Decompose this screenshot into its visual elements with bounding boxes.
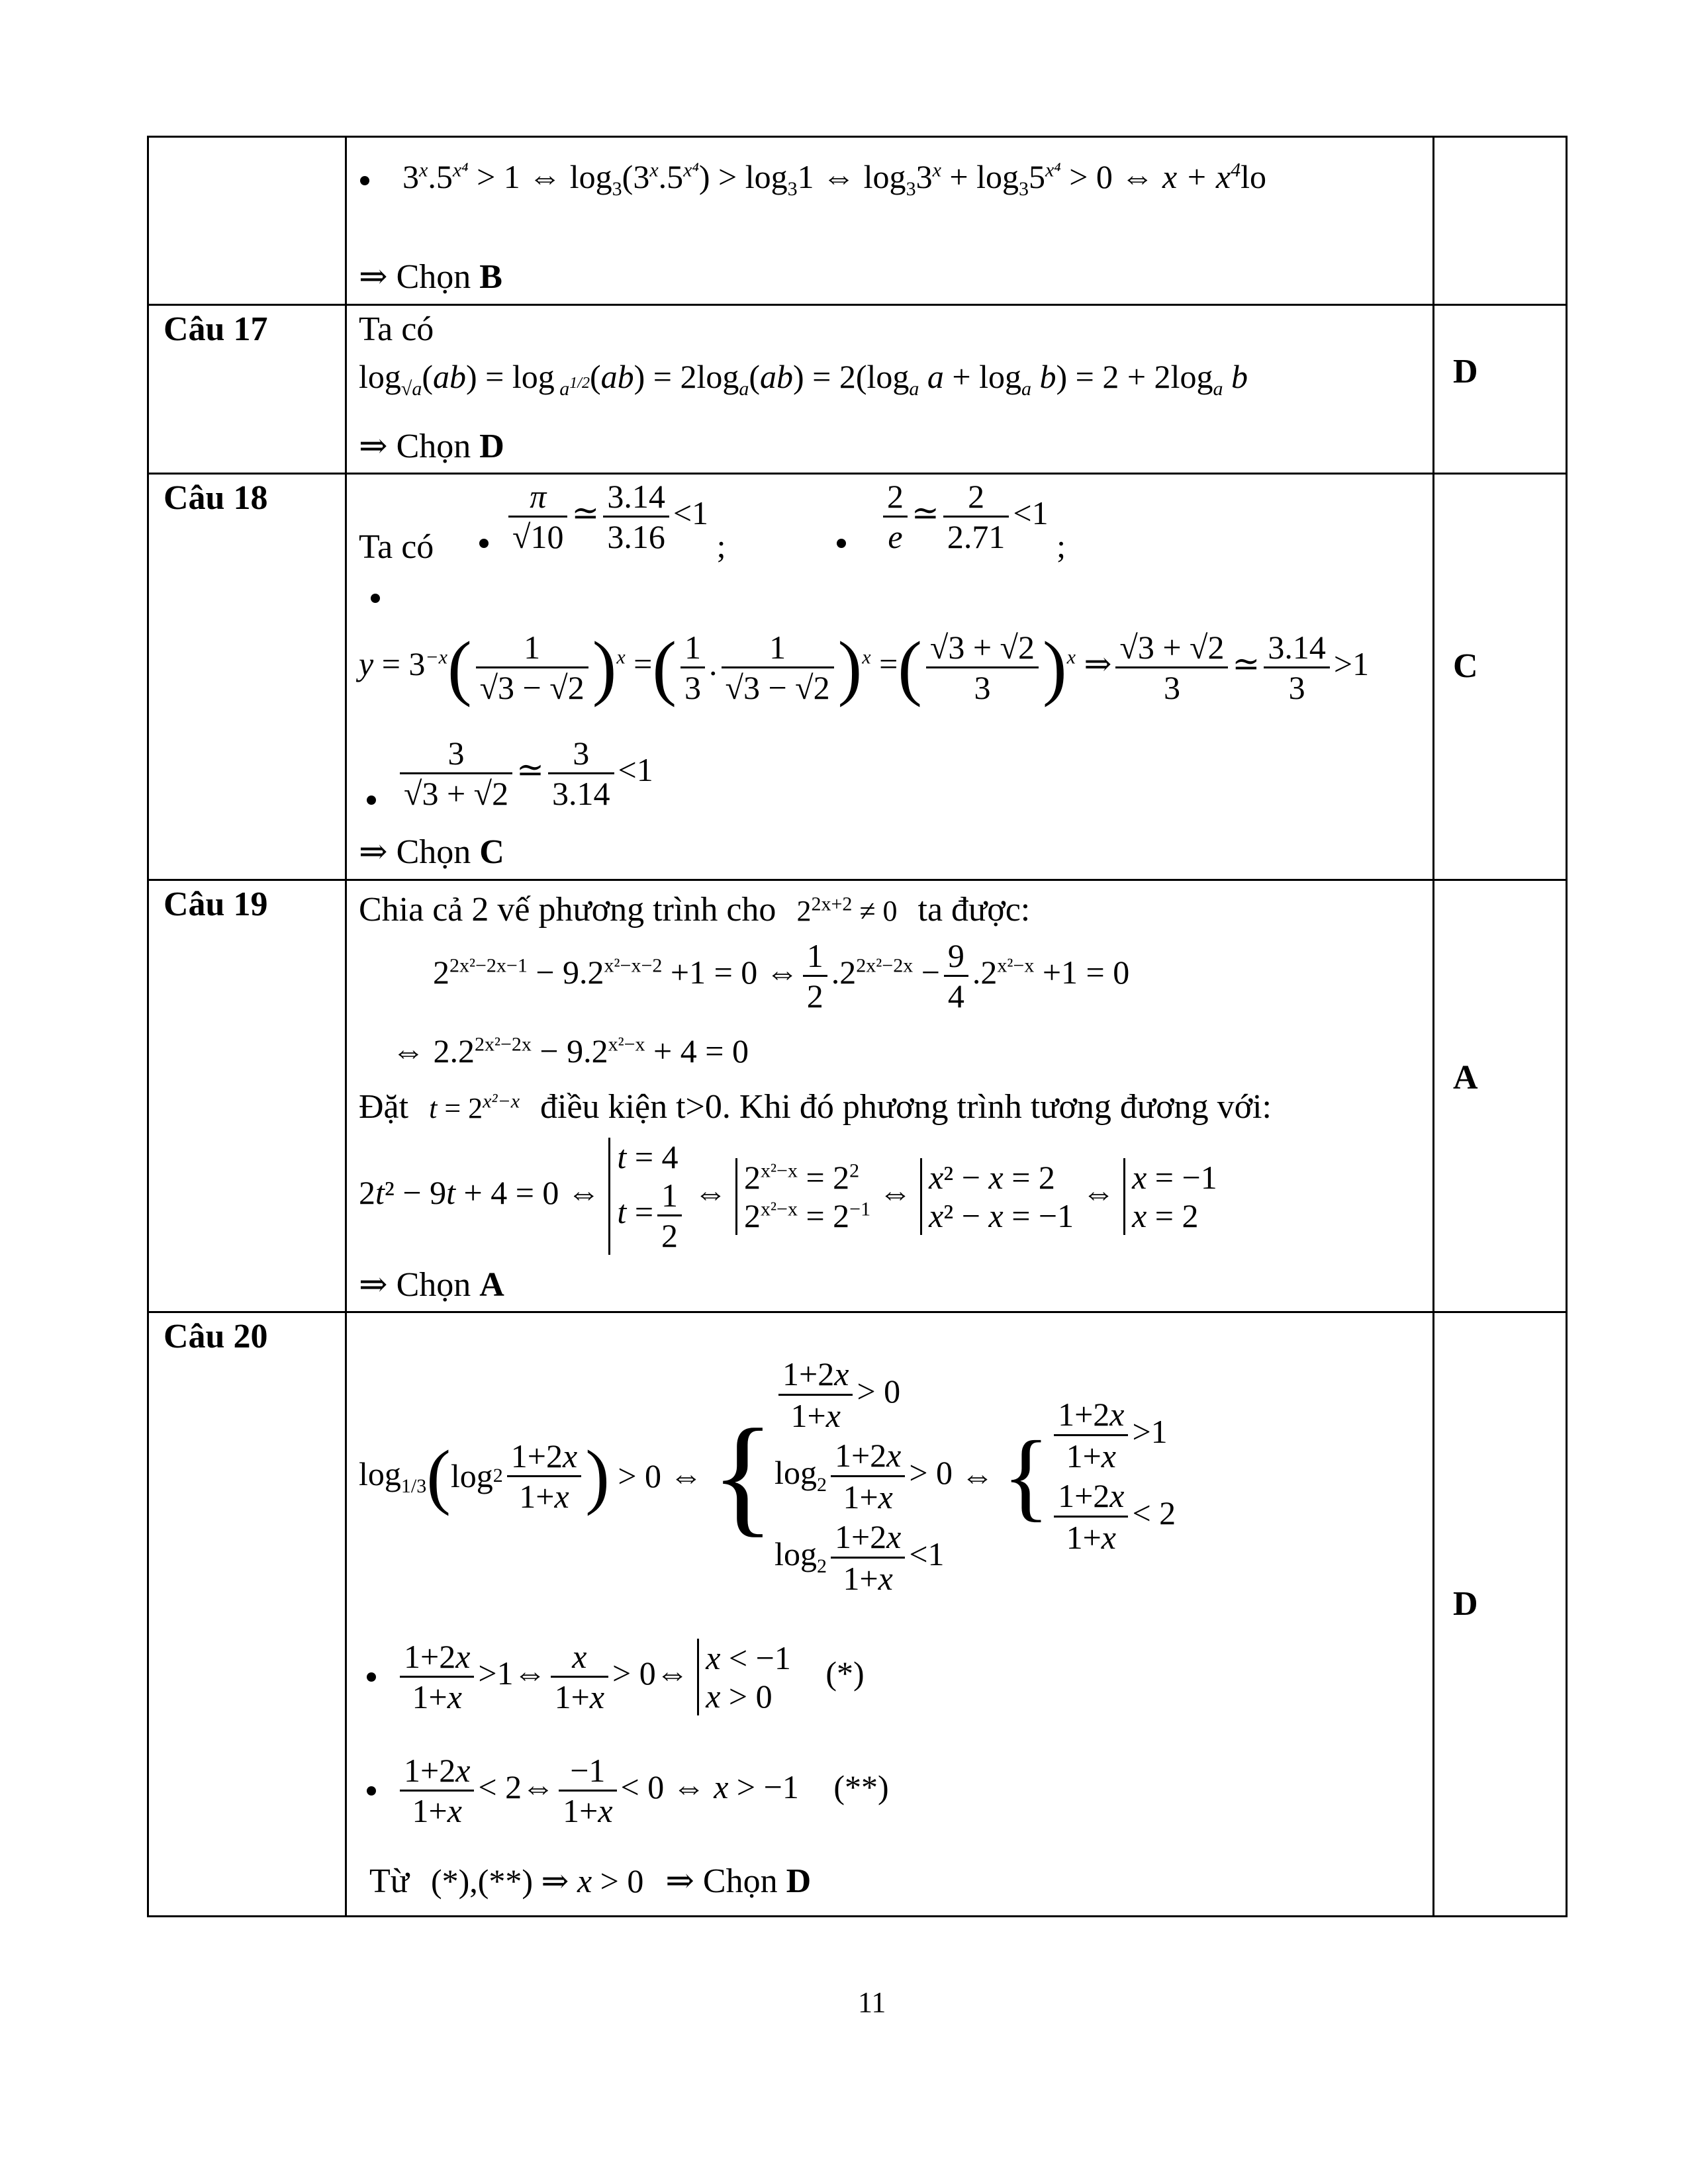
answer-letter: D: [1453, 1585, 1478, 1623]
conclusion-line: Từ (*),(**) ⇒ x > 0 ⇒ Chọn D: [369, 1862, 812, 1900]
substitution-line: Đặt $t = 2^{x^2-x}$ điều kiện t>0. Khi đó phương trình tương đương với:: [359, 1088, 1272, 1126]
bullet-2: $\frac{1+2x}{1+x}$ < 2⇔ $\frac{-1}{1+x}$ < 0 ⇔ x > −1 (**): [359, 1751, 889, 1830]
answer-letter: C: [1453, 647, 1478, 685]
formula-pi: $\frac{\pi}{√10}$ ≃ $\frac{3.14}{3.16}$ <1 ;: [479, 477, 726, 556]
solution-cell: [346, 880, 1434, 1312]
solution-cell: [346, 137, 1434, 305]
question-label: Câu 20: [164, 1318, 268, 1355]
formula: $3^x.5^{x^4} > 1$ ⇔ $\log_3(3^x.5^{x^4}) > \log_31$ ⇔ $\log_33^x + \log_35^{x^4} > 0$ ⇔ $x + x^4lo$: [360, 158, 1266, 201]
question-label: Câu 18: [164, 479, 268, 517]
equation-3: 2t² − 9t + 4 = 0 ⇔ t = 4 t = $\frac{1}{2}$ ⇔ $2^{x^2-x} = 2^2$ $2^{x^2-x} = 2^{-1}$ ⇔ x² − x = 2 x² − x = −1 ⇔ x = −1 x = 2: [359, 1138, 1217, 1254]
question-label: Câu 17: [164, 310, 268, 348]
choose-line: ⇒ Chọn C: [359, 833, 504, 871]
question-cell: [148, 880, 346, 1312]
page-number: 11: [858, 1986, 886, 2019]
question-cell: [148, 474, 346, 880]
bullet-marker: [371, 592, 380, 604]
table-row: [148, 1312, 1567, 1917]
question-cell: [148, 1312, 346, 1917]
answer-cell: [1434, 474, 1567, 880]
intro-line: Chia cả 2 vế phương trình cho $2^{2x+2} \ne 0$ ta được:: [359, 891, 1031, 929]
equation-1: $2^{2x^2-2x-1} - 9.2^{x^2-x-2} +1 = 0$ ⇔ $\frac{1}{2}$ $.2^{2x^2-2x}$ − $\frac{9}{4}$ $.2^{x^2-x} +1 = 0$: [433, 937, 1130, 1015]
choose-line: ⇒ Chọn B: [359, 258, 502, 296]
equation-1: $\log_{1/3}$ ( log 2 $\frac{1+2x}{1+x}$ ) > 0 ⇔ { $\frac{1+2x}{1+x}$ > 0 $\log_2$ $\frac{1+2x}{1+x}$ > 0 $\log_2$ $\frac{1+2x}{1+x}$ <1 ⇔ { $\frac{1+2x}{1+x}$ >1 $\frac{1+2x}{1+x}$ < 2: [359, 1355, 1176, 1597]
table-row: [148, 474, 1567, 880]
formula-y: $y = 3^{-x}$( $\frac{1}{√3 - √2}$ )$^x$ =( $\frac{1}{3}$ . $\frac{1}{√3 - √2}$ )$^x$ =( $\frac{√3 + √2}{3}$ )$^x$ ⇒ $\frac{√3 + √2}{3}$ ≃ $\frac{3.14}{3}$ >1: [359, 627, 1370, 707]
question-label: Câu 19: [164, 886, 268, 923]
table-row: [148, 137, 1567, 305]
question-cell: [148, 137, 346, 305]
answer-cell: [1434, 305, 1567, 474]
intro-text: Ta có: [359, 310, 434, 348]
answer-letter: D: [1453, 353, 1478, 390]
choose-line: ⇒ Chọn D: [359, 428, 504, 465]
intro-text: Ta có: [359, 528, 434, 566]
formula-last: $\frac{3}{√3 + √2}$ ≃ $\frac{3}{3.14}$ <1: [359, 734, 653, 813]
choose-line: ⇒ Chọn A: [359, 1266, 504, 1304]
question-cell: [148, 305, 346, 474]
solution-table: [147, 136, 1568, 1917]
formula-e: $\frac{2}{e}$ ≃ $\frac{2}{2.71}$ <1 ;: [837, 477, 1066, 556]
answer-letter: A: [1453, 1059, 1478, 1097]
table-row: [148, 880, 1567, 1312]
bullet-1: $\frac{1+2x}{1+x}$ >1⇔ $\frac{x}{1+x}$ > 0⇔ x < −1 x > 0 (*): [359, 1637, 865, 1716]
table-row: [148, 305, 1567, 474]
solution-cell: [346, 474, 1434, 880]
solution-cell: [346, 305, 1434, 474]
answer-cell: [1434, 137, 1567, 305]
formula: $\log_{√a}(ab) = \log _{a^{1/2}}(ab) = 2\log_a(ab) = 2(\log_a$ $a + \log_a b) = 2 + 2\log_a$ b: [359, 358, 1248, 400]
answer-cell: [1434, 1312, 1567, 1917]
solution-cell: [346, 1312, 1434, 1917]
answer-cell: [1434, 880, 1567, 1312]
equation-2: ⇔ $2.2^{2x^2-2x} - 9.2^{x^2-x} + 4 = 0$: [392, 1032, 749, 1069]
